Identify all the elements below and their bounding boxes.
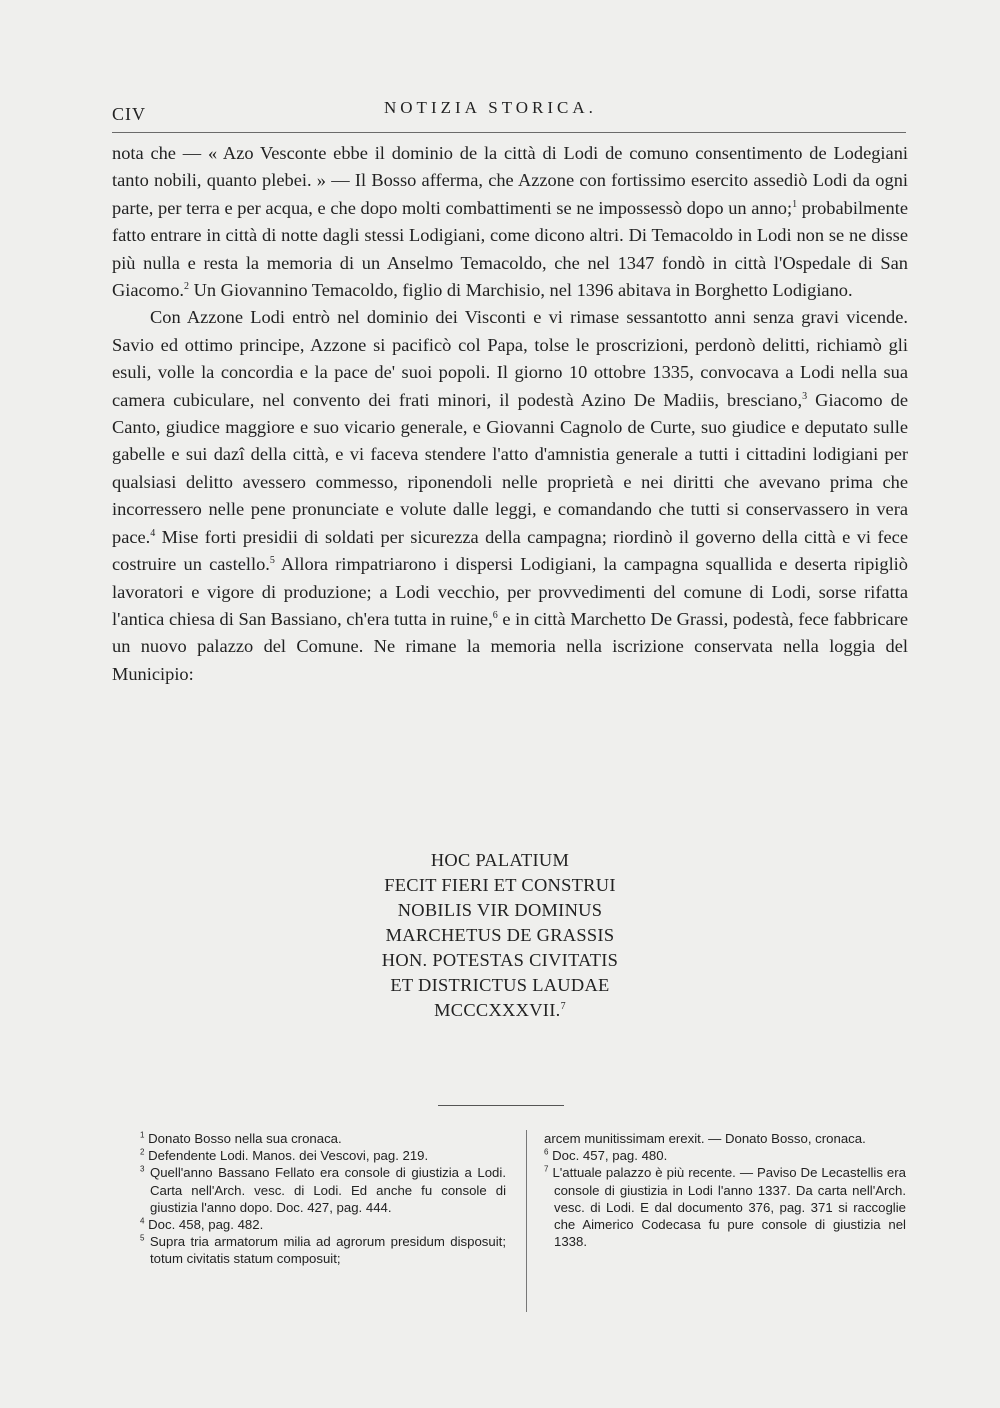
footnote-text: Defendente Lodi. Manos. dei Vescovi, pag. 219.	[148, 1148, 429, 1164]
footnote-text: Doc. 458, pag. 482.	[148, 1217, 264, 1233]
footnote-ref-4[interactable]: 4	[150, 527, 156, 539]
footnote-number: 3	[140, 1165, 145, 1175]
paragraph-1-text-3: Un Giovannino Temacoldo, figlio di Marchisio, nel 1396 abitava in Borghetto Lodigiano.	[189, 280, 853, 301]
page-header	[112, 98, 908, 130]
inscription-block	[300, 848, 700, 1023]
footnote-number: 2	[140, 1147, 145, 1157]
footnote-4	[140, 1216, 506, 1233]
footnote-3	[140, 1164, 506, 1216]
footnote-ref-2[interactable]: 2	[184, 280, 190, 292]
paragraph-1-text-2: probabilmente fatto entrare in città di notte dagli stessi Lodigiani, come dicono altri. Di Temacoldo in Lodi non se ne disse più nulla e resta la memoria di un Anselmo Temacoldo, che nel 1347 fondò in città l'Ospedale di San Giacomo.	[112, 197, 908, 301]
inscription-date: MCCCXXXVII.	[434, 1000, 561, 1020]
paragraph-2-text-2: Giacomo de Canto, giudice maggiore e suo vicario generale, e Giovanni Cagnolo de Curte, suo giudice e deputato sulle gabelle e sui dazî della città, e vi faceva stendere l'atto d'amnistia generale a tutti i cittadini lodigiani per qualsiasi delitto avessero commesso, riponendoli nelle proprietà e nei diritti che avevano prima che incorressero nelle pene pronunciate e volute dalle leggi, e comandando che tutti si conservassero in vera pace.	[112, 389, 908, 547]
paragraph-1-text-1: nota che — « Azo Vesconte ebbe il dominio de la città di Lodi de comuno consentimento de Lodegiani tanto nobili, quanto plebei. » — Il Bosso afferma, che Azzone con fortissimo esercito assediò Lodi da ogni parte, per terra e per acqua, e che dopo molti combattimenti se ne impossessò dopo un anno;	[112, 143, 908, 218]
paragraph-2-text-5: e in città Marchetto De Grassi, podestà, fece fabbricare un nuovo palazzo del Comune. Ne rimane la memoria nella iscrizione conservata nella loggia del Municipio:	[112, 608, 908, 684]
footnote-6	[544, 1147, 906, 1164]
footnote-text: Quell'anno Bassano Fellato era console di giustizia a Lodi. Carta nell'Arch. vesc. di Lodi. Ed anche fu console di giustizia l'anno dopo. Doc. 427, pag. 444.	[149, 1165, 506, 1215]
footnote-1	[140, 1130, 506, 1147]
footnote-5-continuation: arcem munitissimam erexit. — Donato Bosso, cronaca.	[544, 1131, 866, 1146]
footnote-7	[544, 1164, 906, 1250]
inscription-line: FECIT FIERI ET CONSTRUI	[384, 875, 616, 895]
footnote-ref-5[interactable]: 5	[269, 554, 275, 566]
footnote-column-divider	[526, 1130, 527, 1312]
inscription-line: HOC PALATIUM	[430, 850, 570, 870]
footnote-ref-6[interactable]: 6	[492, 609, 498, 621]
paragraph-1	[112, 140, 908, 304]
paragraph-2-text-4: Allora rimpatriarono i dispersi Lodigiani, la campagna squallida e deserta ripigliò lavoratori e vigore di produzione; a Lodi vecchio, per provvedimenti del comune di Lodi, sorse rifatta l'antica chiesa di San Bassiano, ch'era tutta in ruine,	[112, 554, 908, 629]
inscription-line-date	[300, 998, 700, 1023]
footnote-5	[140, 1233, 506, 1267]
footnote-number: 7	[544, 1165, 549, 1175]
paragraph-2-text-3: Mise forti presidii di soldati per sicurezza della campagna; riordinò il governo della città e vi fece costruire un castello.	[112, 526, 908, 575]
footnotes-left-column	[140, 1130, 506, 1268]
footnote-number: 4	[140, 1216, 145, 1226]
footnotes-right-column	[544, 1130, 906, 1250]
footnote-ref-3[interactable]: 3	[802, 390, 808, 402]
paragraph-2-text-1: Con Azzone Lodi entrò nel dominio dei Visconti e vi rimase sessantotto anni senza gravi vicende. Savio ed ottimo principe, Azzone si pacificò col Papa, tolse le proscrizioni, perdonò delitti, richiamò gli esuli, volle la concordia e la pace de' suoi popoli. Il giorno 10 ottobre 1335, convocava a Lodi nella sua camera cubiculare, nel convento dei frati minori, il podestà Azino De Madiis, bresciano,	[112, 307, 908, 410]
footnote-ref-7[interactable]: 7	[560, 1000, 566, 1012]
footnote-text: Supra tria armatorum milia ad agrorum presidum disposuit; totum civitatis statum composuit;	[149, 1234, 506, 1267]
inscription-line: MARCHETUS DE GRASSIS	[385, 925, 615, 945]
footnote-text: L'attuale palazzo è più recente. — Paviso De Lecastellis era console di giustizia in Lodi l'anno 1337. Da carta nell'Arch. vesc. di Lodi. E dal documento 376, pag. 371 si raccoglie che Aimerico Codecasa fu pure console di giustizia nel 1338.	[552, 1165, 906, 1250]
body-text	[112, 140, 908, 688]
paragraph-2	[112, 304, 908, 688]
footnote-text: Donato Bosso nella sua cronaca.	[148, 1131, 342, 1146]
footnote-separator	[438, 1105, 564, 1106]
footnote-number: 5	[140, 1233, 145, 1243]
footnote-number: 6	[544, 1147, 549, 1157]
header-rule	[112, 132, 906, 133]
running-title: NOTIZIA STORICA.	[384, 98, 597, 117]
footnote-text: Doc. 457, pag. 480.	[552, 1148, 668, 1164]
page-number: CIV	[112, 104, 146, 124]
footnote-number: 1	[140, 1130, 145, 1140]
footnote-ref-1[interactable]: 1	[792, 198, 798, 210]
footnote-2	[140, 1147, 506, 1164]
inscription-line: HON. POTESTAS CIVITATIS	[381, 950, 619, 970]
inscription-line: NOBILIS VIR DOMINUS	[397, 900, 603, 920]
inscription-line: ET DISTRICTUS LAUDAE	[390, 975, 610, 995]
